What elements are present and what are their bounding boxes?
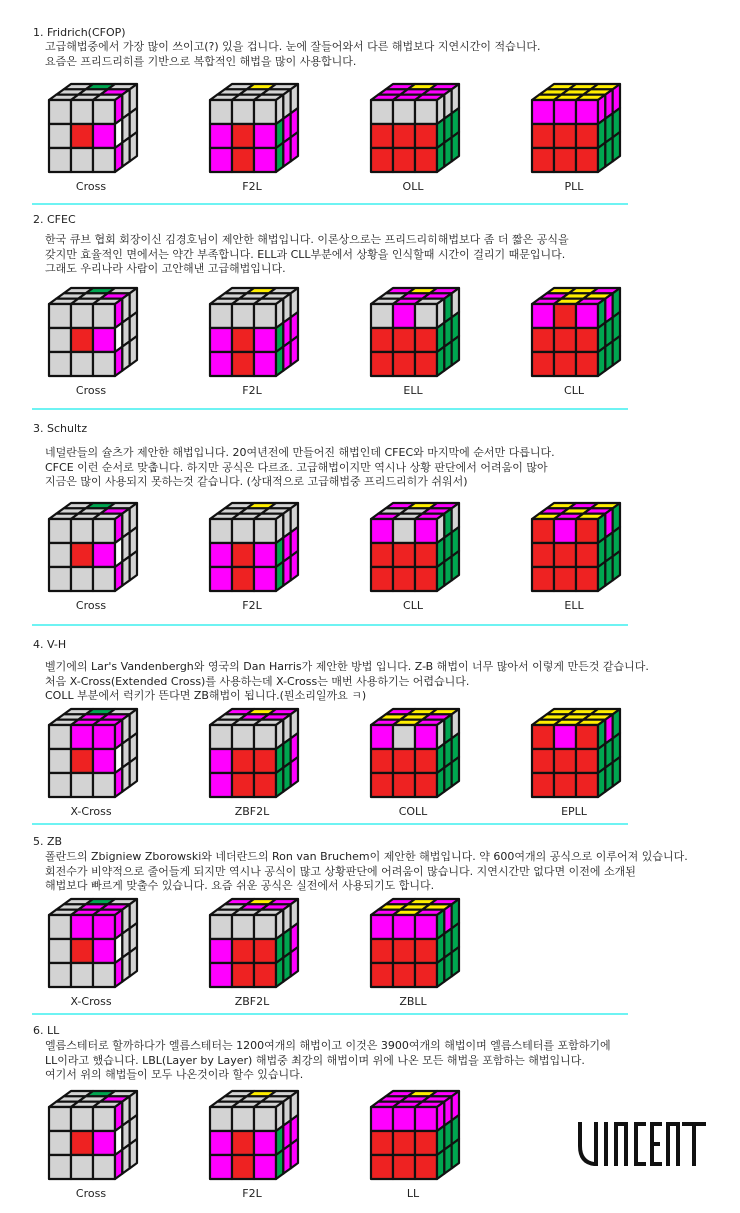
- description-line: 지금은 많이 사용되지 못하는것 같습니다. (상대적으로 고급해법중 프리드리히가 쉬워서): [45, 475, 468, 488]
- step-label: F2L: [242, 599, 262, 612]
- description-line: LL이라고 했습니다. LBL(Layer by Layer) 해법중 최강의 해법이며 위에 나온 모든 해법을 포함하는 해법입니다.: [45, 1053, 585, 1067]
- cube-icon: [519, 282, 629, 382]
- step-label: Cross: [75, 599, 107, 612]
- description-line: 그래도 우리나라 사람이 고안해낸 고급해법입니다.: [45, 262, 286, 275]
- step-label: F2L: [242, 1187, 262, 1200]
- cube-icon: [36, 703, 146, 803]
- description-line: 네덜란들의 슐츠가 제안한 해법입니다. 20여년전에 만들어진 해법인데 CFEC와 마지막에 순서만 다릅니다.: [45, 446, 555, 459]
- step-label: F2L: [242, 180, 262, 193]
- description-line: 회전수가 비약적으로 줄어들게 되지만 역시나 공식이 많고 상황판단에 어려움이 많습니다. 지연시간만 없다면 이전에 소개된: [45, 864, 636, 878]
- cube-step-cross: [36, 1085, 146, 1201]
- step-label: CLL: [564, 384, 584, 397]
- section-description: [45, 40, 541, 69]
- cube-step-ell: [358, 282, 468, 398]
- section-divider: [32, 1013, 628, 1015]
- step-label: ZBF2L: [234, 805, 270, 818]
- cube-icon: [358, 497, 468, 597]
- step-label: ELL: [564, 599, 584, 612]
- cube-step-cll: [519, 282, 629, 398]
- cube-step-x-cross: [36, 893, 146, 1009]
- cube-step-cll: [358, 497, 468, 613]
- description-line: 벨기에의 Lar's Vandenbergh와 영국의 Dan Harris가 제안한 방법 입니다. Z-B 해법이 너무 많아서 이렇게 만든것 같습니다.: [45, 660, 649, 673]
- vincent-logo-icon: [578, 1122, 708, 1166]
- section-divider: [32, 624, 628, 626]
- cube-icon: [36, 1085, 146, 1185]
- description-line: 고급해법중에서 가장 많이 쓰이고(?) 있을 겁니다. 눈에 잘들어와서 다른 해법보다 지연시간이 적습니다.: [45, 40, 541, 53]
- cube-step-ell: [519, 497, 629, 613]
- step-label: OLL: [402, 180, 424, 193]
- description-line: 요즘은 프리드리히를 기반으로 복합적인 해법을 많이 사용합니다.: [45, 54, 357, 68]
- step-label: ELL: [403, 384, 423, 397]
- description-line: 갖지만 효율적인 면에서는 약간 부족합니다. ELL과 CLL부분에서 상황을 인식할때 시간이 걸리기 때문입니다.: [45, 247, 566, 261]
- step-label: Cross: [75, 180, 107, 193]
- step-label: EPLL: [561, 805, 587, 818]
- cube-step-f2l: [197, 497, 307, 613]
- section-description: [45, 446, 555, 490]
- section-divider: [32, 408, 628, 410]
- step-label: Cross: [75, 384, 107, 397]
- cube-icon: [358, 78, 468, 178]
- cube-icon: [358, 703, 468, 803]
- section-title: 2. CFEC: [33, 213, 76, 226]
- cube-step-f2l: [197, 282, 307, 398]
- cube-icon: [36, 893, 146, 993]
- cube-icon: [36, 497, 146, 597]
- cube-icon: [197, 1085, 307, 1185]
- description-line: 해법보다 빠르게 맞출수 있습니다. 요즘 쉬운 공식은 실전에서 사용되기도 합니다.: [45, 879, 435, 892]
- step-label: COLL: [398, 805, 428, 818]
- description-line: CFCE 이런 순서로 맞춥니다. 하지만 공식은 다르죠. 고급해법이지만 역시나 상황 판단에서 어려움이 많아: [45, 460, 548, 474]
- cube-icon: [519, 78, 629, 178]
- cube-step-zbf2l: [197, 703, 307, 819]
- description-line: COLL 부분에서 럭키가 뜬다면 ZB해법이 됩니다.(뭔소리일까요 ㅋ): [45, 689, 367, 702]
- vincent-logo: [578, 1122, 708, 1170]
- section-divider: [32, 823, 628, 825]
- section-title: 4. V-H: [33, 638, 67, 651]
- cube-step-ll: [358, 1085, 468, 1201]
- step-label: X-Cross: [70, 805, 112, 818]
- description-line: 여기서 위의 해법들이 모두 나온것이라 할수 있습니다.: [45, 1068, 304, 1081]
- cube-step-f2l: [197, 78, 307, 194]
- cube-icon: [197, 282, 307, 382]
- description-line: 엘름스테터로 할까하다가 엘름스테터는 1200여개의 해법이고 이것은 3900여개의 해법이며 엘름스테터를 포함하기에: [45, 1039, 611, 1052]
- cube-step-cross: [36, 78, 146, 194]
- cube-icon: [358, 1085, 468, 1185]
- cube-icon: [36, 282, 146, 382]
- cube-icon: [519, 703, 629, 803]
- section-description: [45, 660, 649, 704]
- cube-step-oll: [358, 78, 468, 194]
- section-description: [45, 850, 688, 894]
- cube-icon: [197, 497, 307, 597]
- cube-icon: [358, 282, 468, 382]
- cube-icon: [36, 78, 146, 178]
- step-label: F2L: [242, 384, 262, 397]
- step-label: Cross: [75, 1187, 107, 1200]
- cube-step-f2l: [197, 1085, 307, 1201]
- step-label: PLL: [564, 180, 584, 193]
- cube-icon: [197, 893, 307, 993]
- description-line: 폴란드의 Zbigniew Zborowski와 네더란드의 Ron van Bruchem이 제안한 해법입니다. 약 600여개의 공식으로 이루어져 있습니다.: [45, 850, 688, 863]
- section-divider: [32, 203, 628, 205]
- section-title: 1. Fridrich(CFOP): [33, 26, 126, 39]
- section-description: [45, 233, 569, 277]
- cube-step-epll: [519, 703, 629, 819]
- cube-icon: [358, 893, 468, 993]
- description-line: 한국 큐브 협회 회장이신 김경호님이 제안한 해법입니다. 이론상으로는 프리드리히해법보다 좀 더 짧은 공식을: [45, 233, 569, 246]
- cube-icon: [519, 497, 629, 597]
- cube-step-zbf2l: [197, 893, 307, 1009]
- cube-step-coll: [358, 703, 468, 819]
- step-label: ZBF2L: [234, 995, 270, 1008]
- step-label: CLL: [403, 599, 423, 612]
- section-title: 3. Schultz: [33, 422, 88, 435]
- cube-icon: [197, 703, 307, 803]
- cube-icon: [197, 78, 307, 178]
- description-line: 처음 X-Cross(Extended Cross)를 사용하는데 X-Cross는 매번 사용하기는 어렵습니다.: [45, 674, 470, 688]
- step-label: X-Cross: [70, 995, 112, 1008]
- cube-step-cross: [36, 282, 146, 398]
- section-title: 6. LL: [33, 1024, 60, 1037]
- step-label: ZBLL: [399, 995, 427, 1008]
- cube-step-cross: [36, 497, 146, 613]
- cube-step-pll: [519, 78, 629, 194]
- cube-step-zbll: [358, 893, 468, 1009]
- section-description: [45, 1039, 611, 1083]
- step-label: LL: [406, 1187, 420, 1200]
- cube-step-x-cross: [36, 703, 146, 819]
- section-title: 5. ZB: [33, 835, 63, 848]
